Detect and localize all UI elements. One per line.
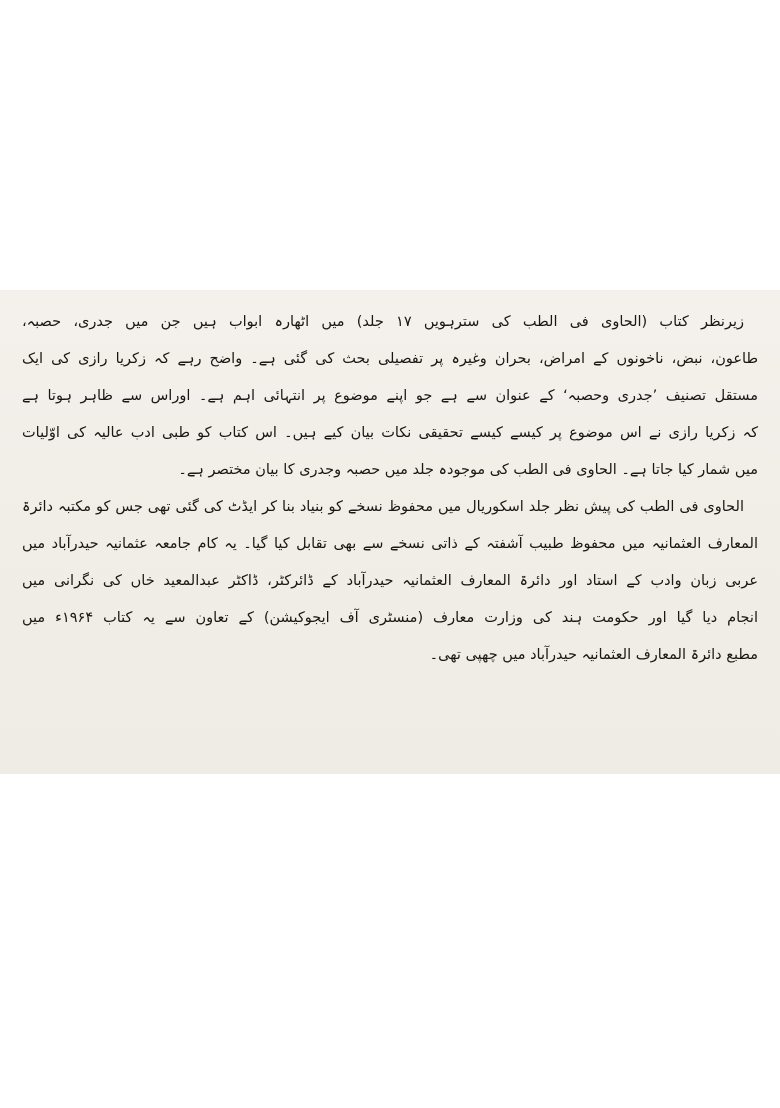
urdu-text-body xyxy=(22,304,758,674)
text-line: المعارف العثمانیہ میں محفوظ طبیب آشفتہ کے ذاتی نسخے سے بھی تقابل کیا گیا۔ یہ کام جامعہ عثمانیہ حیدرآباد میں xyxy=(22,536,758,552)
text-line: الحاوی فی الطب کی پیش نظر جلد اسکوریال میں محفوظ نسخے کو بنیاد بنا کر ایڈٹ کی گئی تھی جس کو مکتبہ دائرۃ xyxy=(22,499,744,515)
text-line: عربی زبان وادب کے استاد اور دائرۃ المعارف العثمانیہ حیدرآباد کے ڈائرکٹر، ڈاکٹر عبدالمعید خاں کی نگرانی میں xyxy=(22,573,758,589)
text-line: میں شمار کیا جاتا ہے۔ الحاوی فی الطب کی موجودہ جلد میں حصبہ وجدری کا بیان مختصر ہے۔ xyxy=(178,462,758,478)
text-line: مطبع دائرۃ المعارف العثمانیہ حیدرآباد میں چھپی تھی۔ xyxy=(429,647,758,663)
text-line: طاعون، نبض، ناخونوں کے امراض، بحران وغیرہ پر تفصیلی بحث کی گئی ہے۔ واضح رہے کہ زکریا رازی کی ایک xyxy=(22,351,758,367)
text-line: زیرنظر کتاب (الحاوی فی الطب کی سترہویں ۱۷ جلد) میں اٹھارہ ابواب ہیں جن میں جدری، حصبہ، xyxy=(22,314,744,330)
scanned-page xyxy=(0,290,780,774)
text-line: انجام دیا گیا اور حکومت ہند کی وزارت معارف (منسٹری آف ایجوکیشن) کے تعاون سے یہ کتاب ۱۹۶۴ء میں xyxy=(22,610,758,626)
text-line: مستقل تصنیف ’جدری وحصبہ‘ کے عنوان سے ہے جو اپنے موضوع پر انتہائی اہم ہے۔ اوراس سے ظاہر ہوتا ہے xyxy=(22,388,758,404)
text-line: کہ زکریا رازی نے اس موضوع پر کیسے کیسے تحقیقی نکات بیان کیے ہیں۔ اس کتاب کو طبی ادب عالیہ کی اوّلیات xyxy=(22,425,758,441)
